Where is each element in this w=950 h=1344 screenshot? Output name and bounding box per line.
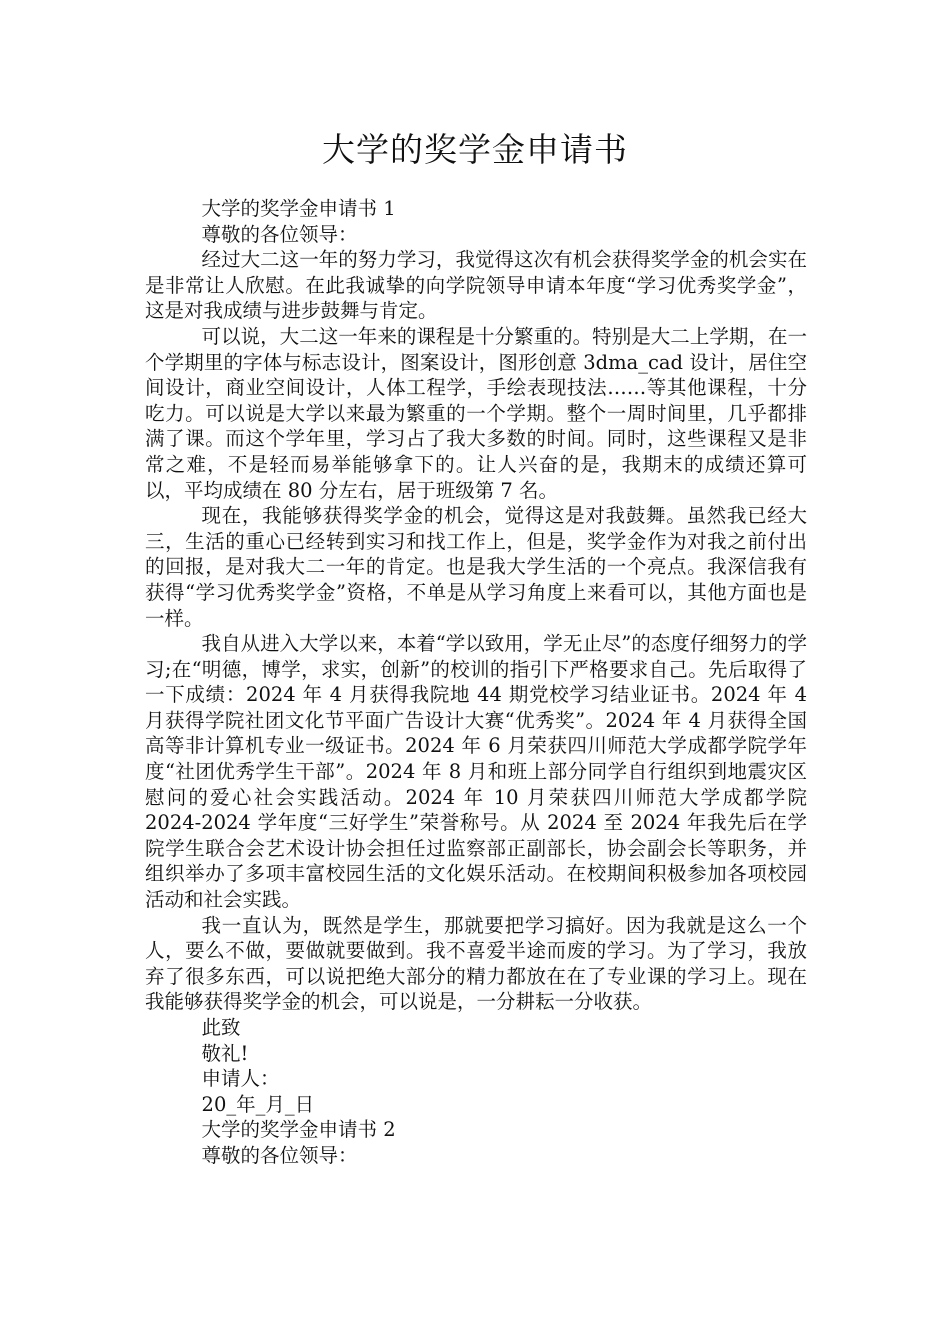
document-title: 大学的奖学金申请书 xyxy=(322,130,628,169)
salutation: 尊敬的各位领导： xyxy=(201,1143,358,1167)
document-body xyxy=(145,196,807,1169)
body-paragraph: 经过大二这一年的努力学习，我觉得这次有机会获得奖学金的机会实在是非常让人欣慰。在此我诚挚的向学院领导申请本年度“学习优秀奖学金”，这是对我成绩与进步鼓舞与肯定。 xyxy=(145,248,807,323)
date-line: 20_年_月_日 xyxy=(201,1092,315,1116)
body-paragraph: 我一直认为，既然是学生，那就要把学习搞好。因为我就是这么一个人，要么不做，要做就要做到。我不喜爱半途而废的学习。为了学习，我放弃了很多东西，可以说把绝大部分的精力都放在在了专业课的学习上。现在我能够获得奖学金的机会，可以说是，一分耕耘一分收获。 xyxy=(145,913,807,1014)
section-heading: 大学的奖学金申请书 2 xyxy=(201,1118,396,1142)
section-heading: 大学的奖学金申请书 1 xyxy=(201,197,396,220)
applicant-line: 申请人： xyxy=(201,1067,280,1091)
closing-line: 敬礼! xyxy=(201,1041,249,1065)
body-paragraph: 我自从进入大学以来，本着“学以致用，学无止尽”的态度仔细努力的学习;在“明德，博学，求实，创新”的校训的指引下严格要求自己。先后取得了一下成绩：2024 年 4 月获得我院地 44 期党校学习结业证书。2024 年 4 月获得学院社团文化节平面广告设计大赛“优秀奖”。2024 年 4 月获得全国高等非计算机专业一级证书。2024 年 6 月荣获四川师范大学成都学院学年度“社团优秀学生干部”。2024 年 8 月和班上部分同学自行组织到地震灾区慰问的爱心社会实践活动。2024 年 10 月荣获四川师范大学成都学院 2024-2024 学年度“三好学生”荣誉称号。从 2024 至 2024 年我先后在学院学生联合会艺术设计协会担任过监察部正副部长，协会副会长等职务，并组织举办了多项丰富校园生活的文化娱乐活动。在校期间积极参加各项校园活动和社会实践。 xyxy=(145,632,807,912)
salutation: 尊敬的各位领导： xyxy=(201,222,358,246)
body-paragraph: 现在，我能够获得奖学金的机会，觉得这是对我鼓舞。虽然我已经大三，生活的重心已经转到实习和找工作上，但是，奖学金作为对我之前付出的回报，是对我大二一年的肯定。也是我大学生活的一个亮点。我深信我有获得“学习优秀奖学金”资格，不单是从学习角度上来看可以，其他方面也是一样。 xyxy=(145,504,807,630)
closing-line: 此致 xyxy=(201,1016,241,1039)
body-paragraph: 可以说，大二这一年来的课程是十分繁重的。特别是大二上学期，在一个学期里的字体与标志设计，图案设计，图形创意 3dma_cad 设计，居住空间设计，商业空间设计，人体工程学，手绘表现技法……等其他课程，十分吃力。可以说是大学以来最为繁重的一个学期。整个一周时间里，几乎都排满了课。而这个学年里，学习占了我大多数的时间。同时，这些课程又是非常之难，不是轻而易举能够拿下的。让人兴奋的是，我期末的成绩还算可以，平均成绩在 80 分左右，居于班级第 7 名。 xyxy=(145,324,807,502)
